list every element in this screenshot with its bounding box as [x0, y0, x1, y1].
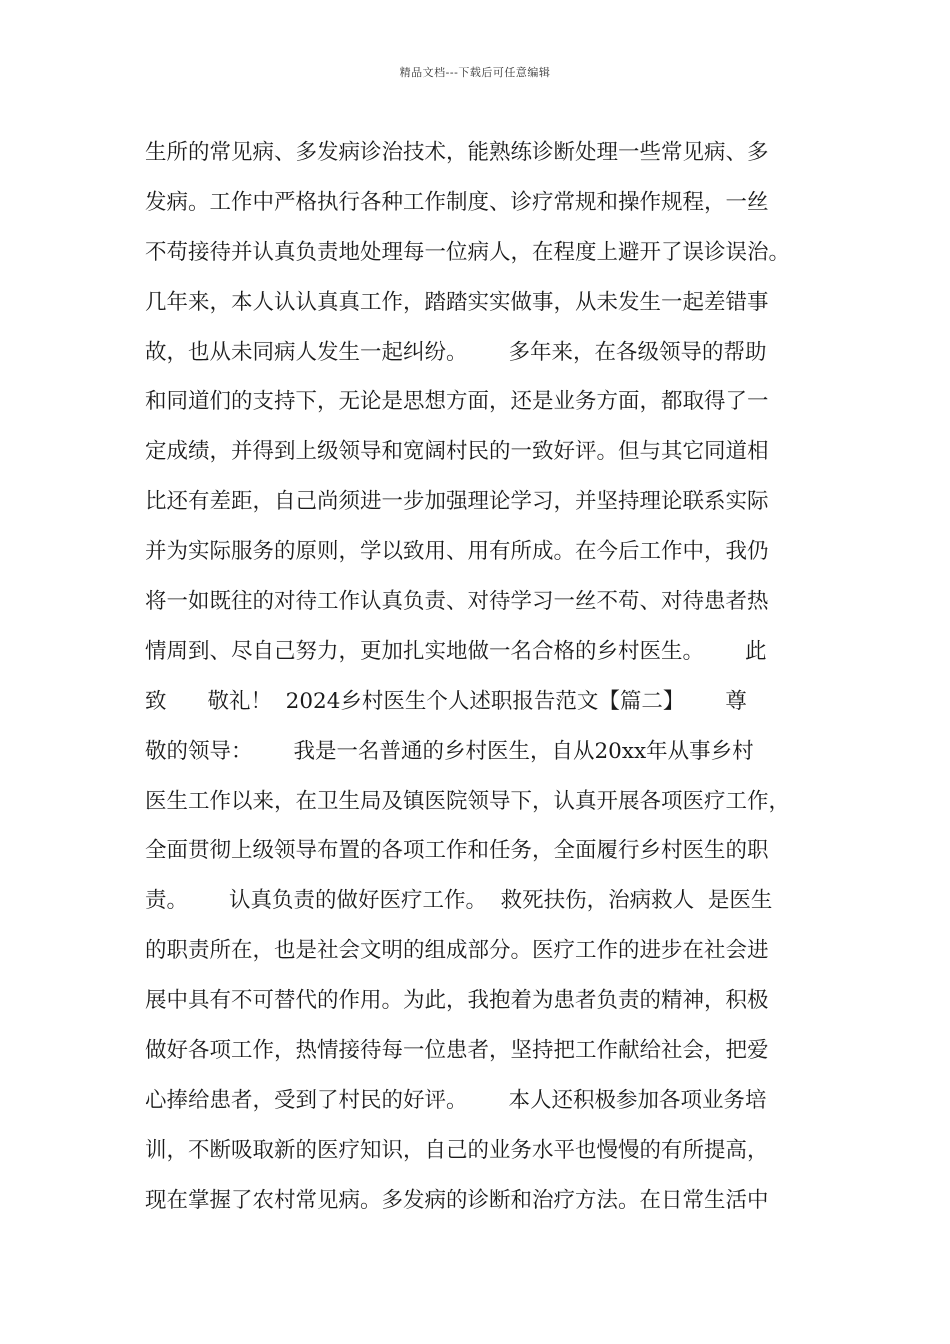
- text-line: 医生工作以来，在卫生局及镇医院领导下，认真开展各项医疗工作，: [145, 788, 791, 814]
- page-header: 精品文档---下载后可任意编辑: [399, 66, 551, 79]
- text-line: 和同道们的支持下，无论是思想方面，还是业务方面，都取得了一: [145, 389, 769, 415]
- text-line: 心捧给患者，受到了村民的好评。 本人还积极参加各项业务培: [145, 1087, 767, 1113]
- document-body: [145, 128, 825, 1226]
- text-line: 全面贯彻上级领导布置的各项工作和任务，全面履行乡村医生的职: [145, 838, 769, 864]
- text-line: 责。 认真负责的做好医疗工作。 救死扶伤，治病救人 是医生: [145, 888, 773, 914]
- text-line: 现在掌握了农村常见病。多发病的诊断和治疗方法。在日常生活中: [145, 1187, 769, 1213]
- text-line: 几年来，本人认认真真工作，踏踏实实做事，从未发生一起差错事: [145, 289, 769, 315]
- text-line: 训，不断吸取新的医疗知识，自己的业务水平也慢慢的有所提高，: [145, 1137, 769, 1163]
- text-line: 敬的领导： 我是一名普通的乡村医生，自从20xx年从事乡村: [145, 738, 754, 764]
- text-line: 做好各项工作，热情接待每一位患者，坚持把工作献给社会，把爱: [145, 1038, 769, 1064]
- text-line: 比还有差距，自己尚须进一步加强理论学习，并坚持理论联系实际: [145, 489, 769, 515]
- text-line: 并为实际服务的原则，学以致用、用有所成。在今后工作中，我仍: [145, 539, 769, 565]
- text-line: 不苟接待并认真负责地处理每一位病人，在程度上避开了误诊误治。: [145, 239, 791, 265]
- text-line: 发病。工作中严格执行各种工作制度、诊疗常规和操作规程，一丝: [145, 189, 769, 215]
- text-line: 展中具有不可替代的作用。为此，我抱着为患者负责的精神，积极: [145, 988, 769, 1014]
- text-line: 情周到、尽自己努力，更加扎实地做一名合格的乡村医生。 此: [145, 638, 767, 664]
- text-line: 将一如既往的对待工作认真负责、对待学习一丝不苟、对待患者热: [145, 589, 769, 615]
- text-line: 致 敬礼！ 2024乡村医生个人述职报告范文【篇二】 尊: [145, 688, 747, 714]
- text-line: 生所的常见病、多发病诊治技术，能熟练诊断处理一些常见病、多: [145, 140, 769, 165]
- text-line: 定成绩，并得到上级领导和宽阔村民的一致好评。但与其它同道相: [145, 439, 769, 465]
- text-line: 故，也从未同病人发生一起纠纷。 多年来，在各级领导的帮助: [145, 339, 767, 365]
- text-line: 的职责所在，也是社会文明的组成部分。医疗工作的进步在社会进: [145, 938, 769, 964]
